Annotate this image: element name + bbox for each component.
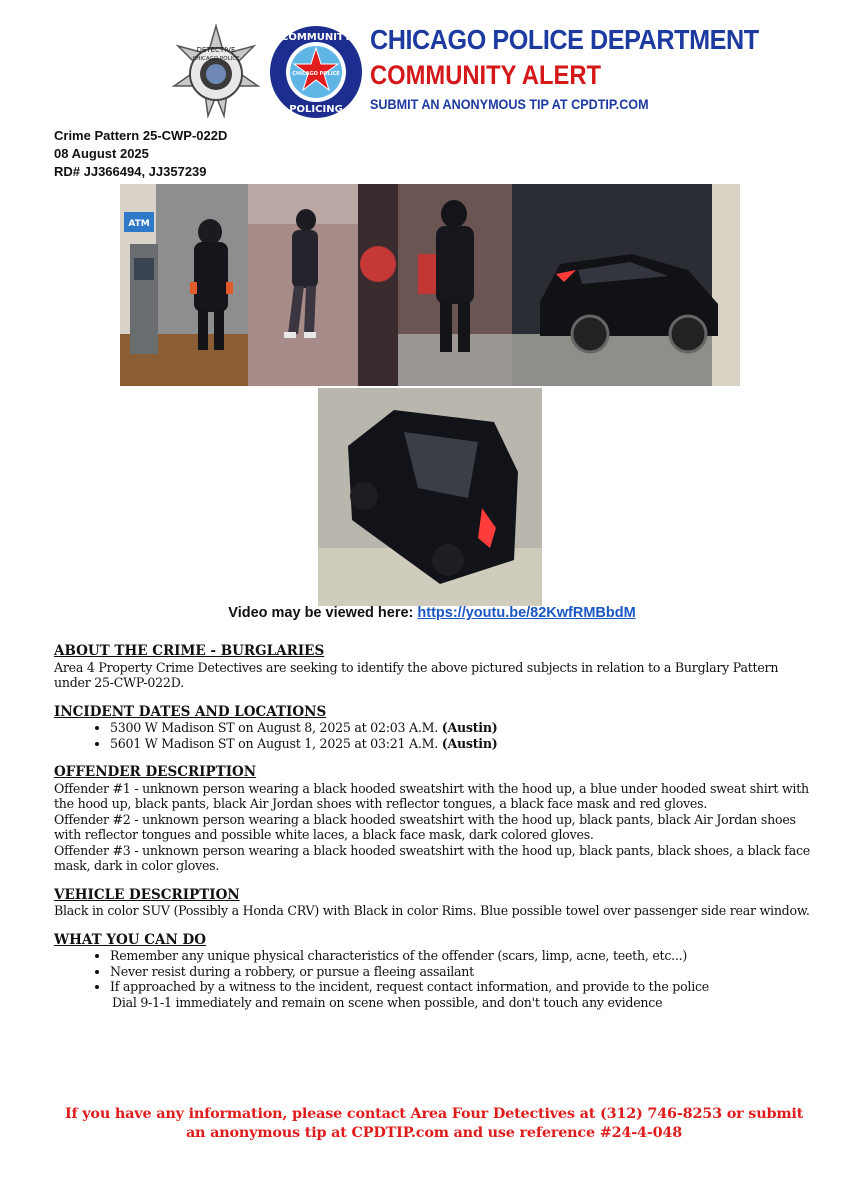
vehicle-section xyxy=(54,888,814,919)
actions-heading: WHAT YOU CAN DO xyxy=(54,931,206,948)
alert-body xyxy=(54,644,814,1010)
alert-title: COMMUNITY ALERT xyxy=(370,60,601,90)
surveillance-photo-atm xyxy=(120,184,248,386)
logo-text-top: COMMUNITY xyxy=(280,32,352,43)
action-item: • Remember any unique physical characteristics of the offender (scars, limp, acne, teeth, etc...) xyxy=(110,948,814,964)
offender-2: Offender #2 - unknown person wearing a black hooded sweatshirt with the hood up, black pants, black Air Jordan shoes with reflector tongues and possible white laces, a black face mask, dark colored gloves. xyxy=(54,811,796,842)
surveillance-photo-walking xyxy=(248,184,358,386)
action-extra: Dial 9-1-1 immediately and remain on scene when possible, and don't touch any evidence xyxy=(112,994,663,1010)
incident-item xyxy=(110,736,814,752)
surveillance-photo-redlight xyxy=(358,184,512,386)
actions-section xyxy=(54,933,814,1011)
alert-date: 08 August 2025 xyxy=(54,146,149,161)
atm-sign: ATM xyxy=(128,219,150,229)
surveillance-photo-vehicle xyxy=(512,184,740,386)
incident-item xyxy=(110,720,814,736)
badge-text-top: DETECTIVE xyxy=(196,46,236,54)
logo-text-bottom: POLICING xyxy=(289,104,343,115)
tip-line: SUBMIT AN ANONYMOUS TIP AT CPDTIP.COM xyxy=(370,96,649,112)
action-item: • If approached by a witness to the incident, request contact information, and provide to the police xyxy=(110,979,814,995)
incident-location: 5601 W Madison ST on August 1, 2025 at 03:21 A.M. xyxy=(110,735,438,751)
badge-text-ring: CHICAGO POLICE xyxy=(192,56,240,62)
incident-area: (Austin) xyxy=(441,720,498,735)
detective-badge-logo xyxy=(168,24,264,120)
incident-area: (Austin) xyxy=(441,735,498,751)
logo-text-inner: CHICAGO POLICE xyxy=(292,71,340,77)
vehicle-heading: VEHICLE DESCRIPTION xyxy=(54,886,240,903)
vehicle-text: Black in color SUV (Possibly a Honda CRV) with Black in color Rims. Blue possible towel over passenger side rear window. xyxy=(54,903,810,918)
action-item: • Never resist during a robbery, or pursue a fleeing assailant xyxy=(110,964,814,980)
about-heading: ABOUT THE CRIME - BURGLARIES xyxy=(54,643,325,659)
incident-location: 5300 W Madison ST on August 8, 2025 at 02:03 A.M. xyxy=(110,720,438,735)
rd-numbers: RD# JJ366494, JJ357239 xyxy=(54,164,207,179)
video-label: Video may be viewed here: xyxy=(228,605,414,621)
contact-note: If you have any information, please contact Area Four Detectives at (312) 746-8253 or submit an anonymous tip at CPDTIP.com and use reference #24-4-048 xyxy=(64,1105,804,1141)
offender-1: Offender #1 - unknown person wearing a black hooded sweatshirt with the hood up, a blue under hooded sweat shirt with the hood up, black pants, black Air Jordan shoes with reflector tongues, a black face mask and red gloves. xyxy=(54,780,809,811)
offender-heading: OFFENDER DESCRIPTION xyxy=(54,764,257,780)
offender-3: Offender #3 - unknown person wearing a black hooded sweatshirt with the hood up, black pants, black shoes, a black face mask, dark in color gloves. xyxy=(54,842,810,873)
crime-pattern: Crime Pattern 25-CWP-022D xyxy=(54,128,228,143)
video-line xyxy=(0,605,864,621)
about-text: Area 4 Property Crime Detectives are seeking to identify the above pictured subjects in relation to a Burglary Pattern under 25-CWP-022D. xyxy=(54,659,779,690)
surveillance-photo-overhead-vehicle xyxy=(318,388,542,606)
incidents-section xyxy=(54,705,814,752)
video-link[interactable]: https://youtu.be/82KwfRMBbdM xyxy=(417,605,636,621)
department-title: CHICAGO POLICE DEPARTMENT xyxy=(370,24,759,55)
community-policing-logo xyxy=(268,24,364,120)
offender-section xyxy=(54,765,814,874)
incidents-heading: INCIDENT DATES AND LOCATIONS xyxy=(54,703,327,720)
about-section xyxy=(54,644,814,691)
